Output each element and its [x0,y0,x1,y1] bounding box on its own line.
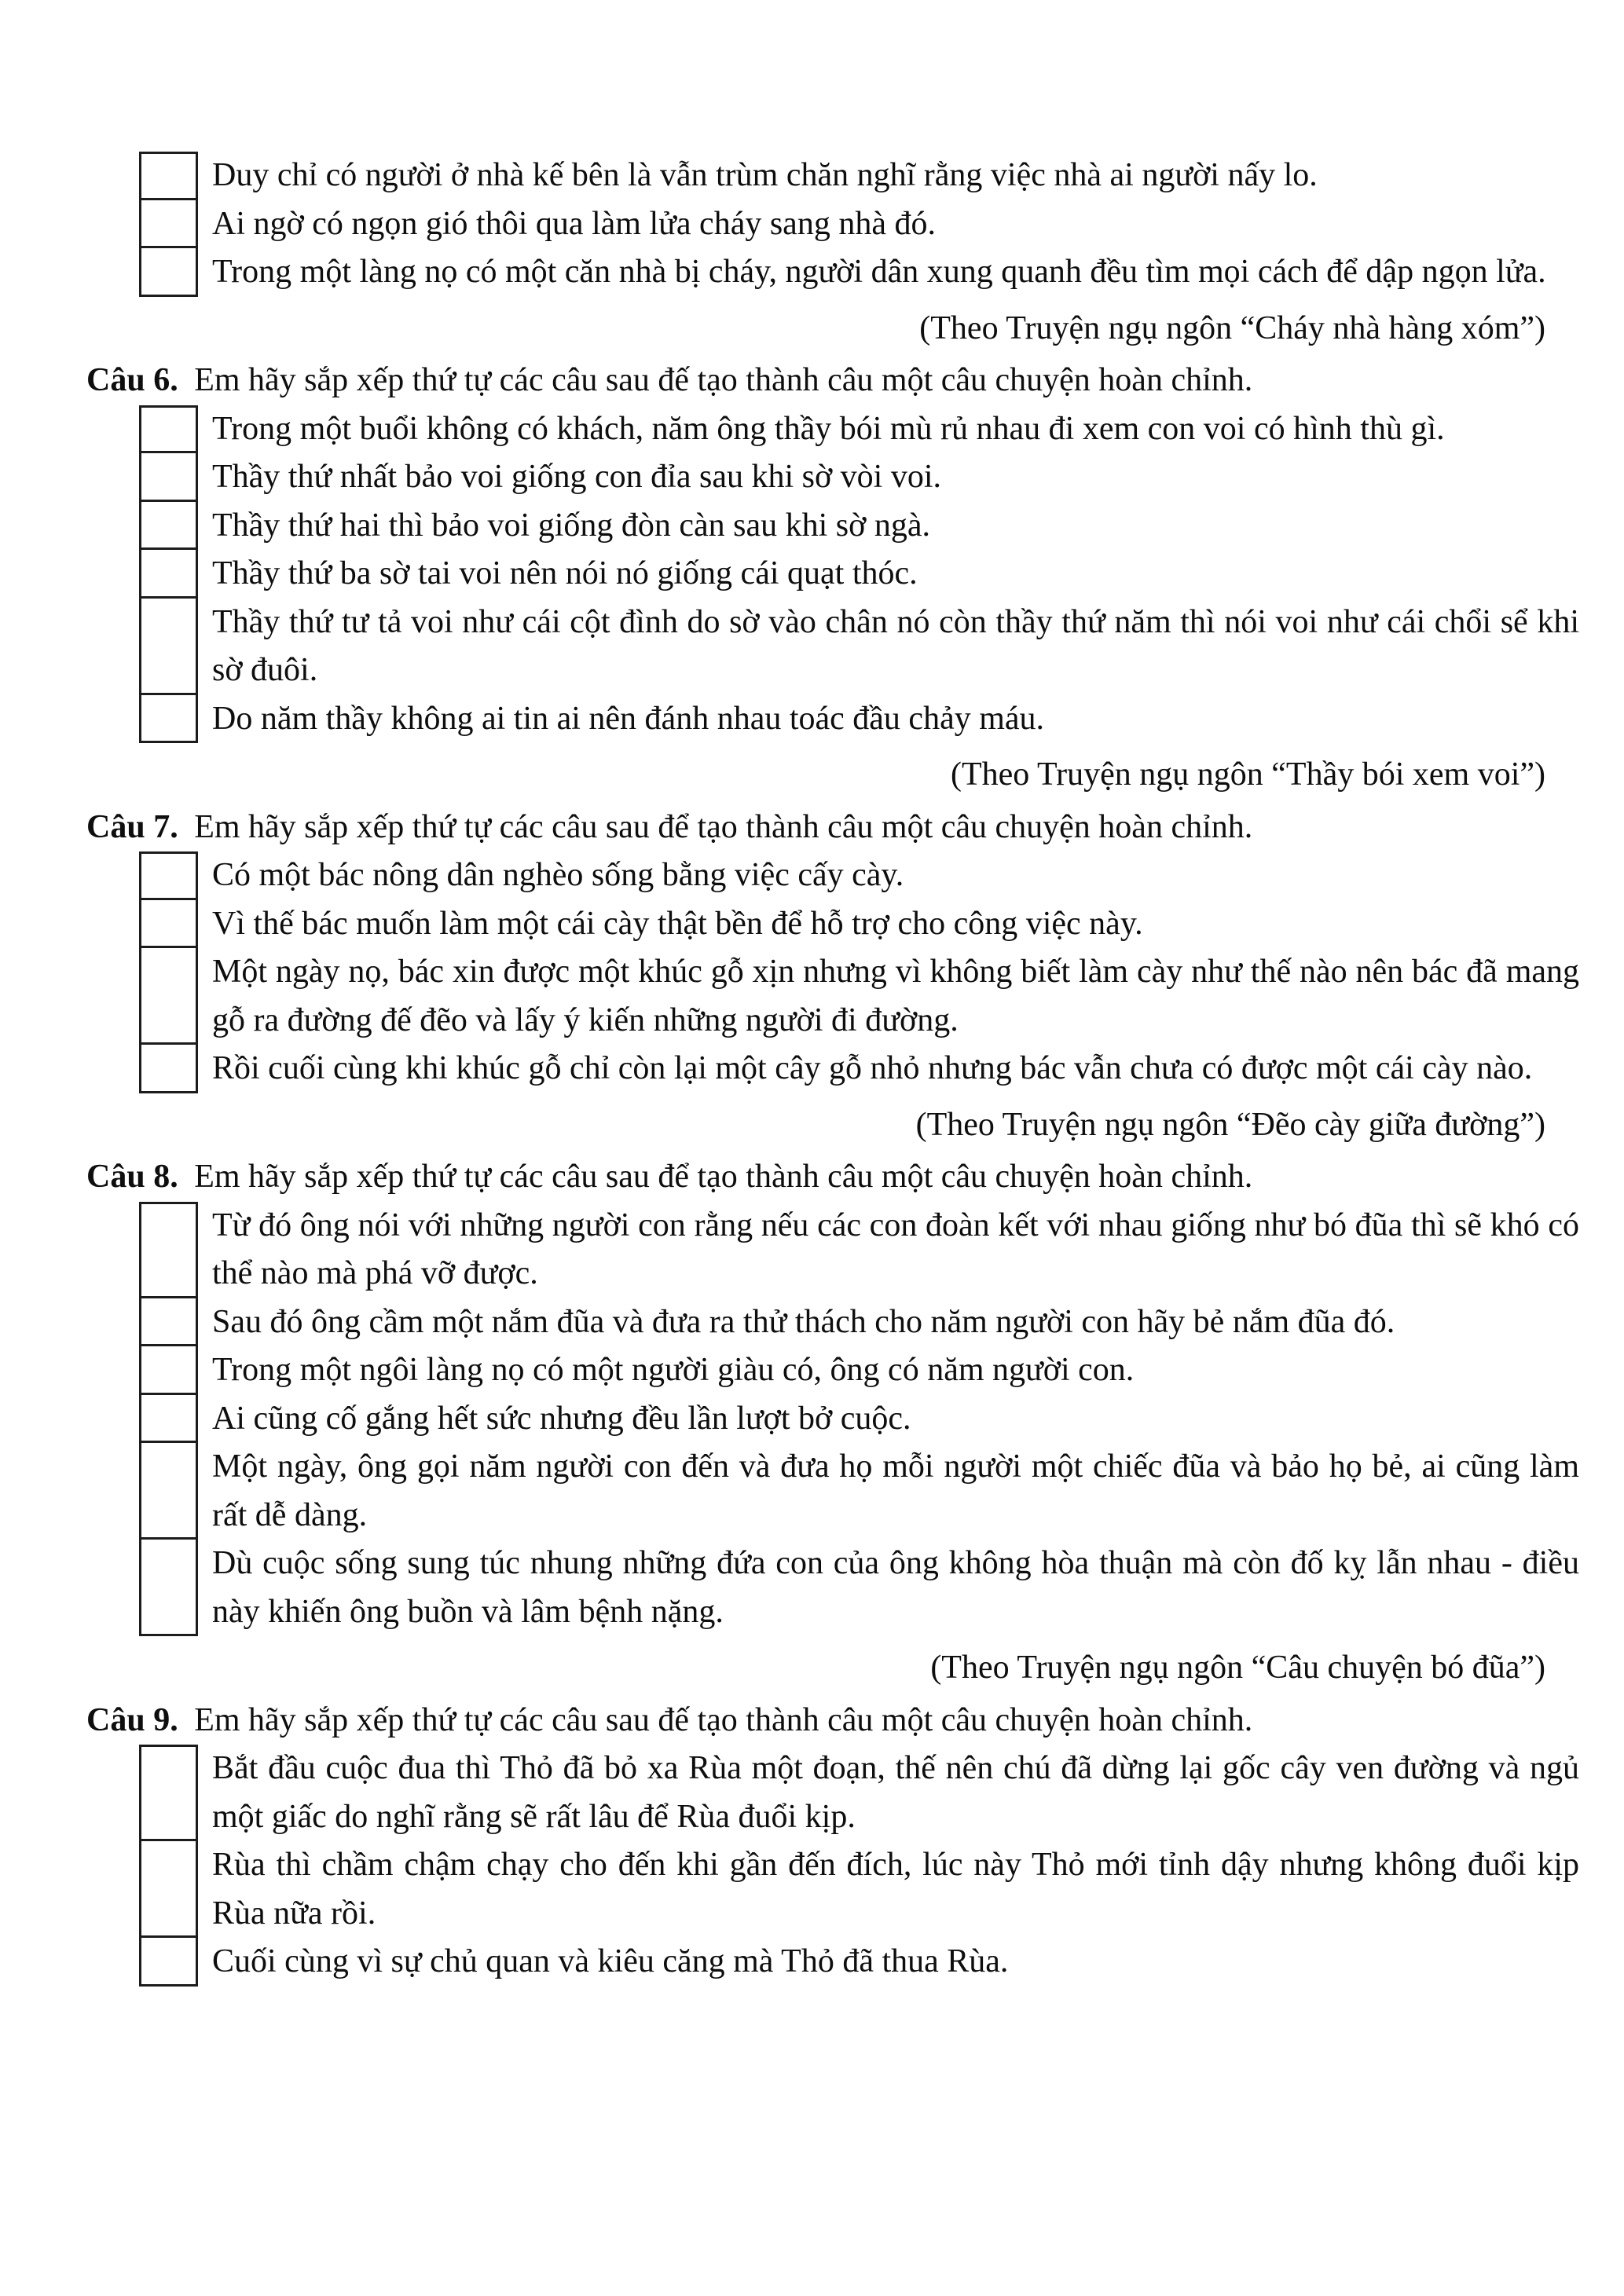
sentence-row [139,1346,1624,1395]
sentence-row [139,502,1624,551]
sentence-group [139,1745,1624,1987]
sentence-text: Trong một buổi không có khách, năm ông thầy bói mù rủ nhau đi xem con voi có hình thù gì. [212,410,1445,447]
sentence-text: Thầy thứ tư tả voi như cái cột đình do sờ vào chân nó còn thầy thứ năm thì nói voi như cái chổi sể khi sờ đuôi. [212,603,1579,688]
sentence-text: Sau đó ông cầm một nắm đũa và đưa ra thử thách cho năm người con hãy bẻ nắm đũa đó. [212,1303,1395,1340]
sentence-text: Bắt đầu cuộc đua thì Thỏ đã bỏ xa Rùa một đoạn, thế nên chú đã dừng lại gốc cây ven đường và ngủ một giấc do nghĩ rằng sẽ rất lâu để Rùa đuổi kịp. [212,1750,1579,1835]
sentence-text: Thầy thứ nhất bảo voi giống con đỉa sau khi sờ vòi voi. [212,459,942,495]
question-instruction: Em hãy sắp xếp thứ tự các câu sau đế tạo thành câu một câu chuyện hoàn chỉnh. [194,1701,1253,1738]
order-checkbox[interactable] [139,198,198,249]
sentence-text: Duy chỉ có người ở nhà kế bên là vẫn trùm chăn nghĩ rằng việc nhà ai người nấy lo. [212,157,1318,193]
sentence-row [139,1202,1624,1298]
sentence-row [139,248,1624,297]
sentence-text: Từ đó ông nói với những người con rằng nếu các con đoàn kết với nhau giống như bó đũa thì sẽ khó có thể nào mà phá vỡ được. [212,1207,1579,1291]
order-checkbox[interactable] [139,596,198,695]
sentence-row [139,695,1624,744]
order-checkbox[interactable] [139,1745,198,1841]
order-checkbox[interactable] [139,1344,198,1395]
sentence-text: Thầy thứ ba sờ tai voi nên nói nó giống cái quạt thóc. [212,555,918,591]
sentence-text: Trong một làng nọ có một căn nhà bị cháy, người dân xung quanh đều tìm mọi cách để dập ngọn lửa. [212,254,1546,290]
sentence-row [139,1841,1624,1938]
sentence-text: Ai ngờ có ngọn gió thôi qua làm lửa cháy sang nhà đó. [212,205,936,242]
question-instruction: Em hãy sắp xếp thứ tự các câu sau để tạo thành câu một câu chuyện hoàn chỉnh. [194,1159,1253,1195]
sentence-row [139,1395,1624,1444]
order-checkbox[interactable] [139,547,198,599]
sentence-group [139,405,1624,744]
story-attribution: (Theo Truyện ngụ ngôn “Đẽo cày giữa đường”) [915,1106,1545,1143]
story-attribution: (Theo Truyện ngụ ngôn “Câu chuyện bó đũa”) [930,1650,1545,1686]
question-number: Câu 7. [86,808,178,845]
question-number: Câu 8. [86,1159,178,1195]
sentence-group [139,851,1624,1093]
question-heading [86,357,1624,405]
question-number: Câu 6. [86,362,178,398]
sentence-row [139,1443,1624,1540]
sentence-row [139,200,1624,249]
sentence-row [139,1045,1624,1093]
sentence-row [139,550,1624,599]
order-checkbox[interactable] [139,246,198,297]
order-checkbox[interactable] [139,152,198,200]
question-heading [86,1153,1624,1202]
sentence-row [139,405,1624,454]
sentence-row [139,948,1624,1045]
order-checkbox[interactable] [139,1202,198,1298]
story-attribution: (Theo Truyện ngụ ngôn “Cháy nhà hàng xóm”) [919,309,1545,346]
order-checkbox[interactable] [139,693,198,744]
question-instruction: Em hãy sắp xếp thứ tự các câu sau đế tạo thành câu một câu chuyện hoàn chỉnh. [194,362,1253,398]
sentence-text: Do năm thầy không ai tin ai nên đánh nhau toác đầu chảy máu. [212,700,1045,737]
question-instruction: Em hãy sắp xếp thứ tự các câu sau để tạo thành câu một câu chuyện hoàn chỉnh. [194,808,1253,845]
order-checkbox[interactable] [139,946,198,1045]
sentence-text: Dù cuộc sống sung túc nhung những đứa con của ông không hòa thuận mà còn đố kỵ lẫn nhau - điều này khiến ông buồn và lâm bệnh nặng. [212,1545,1579,1630]
sentence-text: Một ngày nọ, bác xin được một khúc gỗ xịn nhưng vì không biết làm cày như thế nào nên bác đã mang gỗ ra đường đế đẽo và lấy ý kiến những người đi đường. [212,954,1579,1038]
order-checkbox[interactable] [139,898,198,949]
story-attribution: (Theo Truyện ngụ ngôn “Thầy bói xem voi”) [950,756,1545,793]
order-checkbox[interactable] [139,1393,198,1444]
sentence-row [139,1298,1624,1347]
question-number: Câu 9. [86,1701,178,1738]
sentence-text: Trong một ngôi làng nọ có một người giàu có, ông có năm người con. [212,1352,1135,1388]
order-checkbox[interactable] [139,851,198,900]
question-heading [86,1697,1624,1745]
sentence-text: Thầy thứ hai thì bảo voi giống đòn càn sau khi sờ ngà. [212,507,930,544]
sentence-text: Rồi cuối cùng khi khúc gỗ chỉ còn lại một cây gỗ nhỏ nhưng bác vẫn chưa có được một cái cày nào. [212,1050,1533,1086]
order-checkbox[interactable] [139,500,198,551]
order-checkbox[interactable] [139,1935,198,1987]
sentence-row [139,599,1624,695]
sentence-group [139,152,1624,297]
sentence-text: Một ngày, ông gọi năm người con đến và đưa họ mỗi người một chiếc đũa và bảo họ bẻ, ai cũng làm rất dễ dàng. [212,1448,1579,1533]
sentence-row [139,1540,1624,1636]
sentence-row [139,1938,1624,1987]
order-checkbox[interactable] [139,405,198,454]
order-checkbox[interactable] [139,1537,198,1636]
order-checkbox[interactable] [139,451,198,502]
order-checkbox[interactable] [139,1441,198,1540]
sentence-text: Có một bác nông dân nghèo sống bằng việc cấy cày. [212,857,904,893]
sentence-group [139,1202,1624,1637]
sentence-row [139,152,1624,200]
sentence-text: Rùa thì chầm chậm chạy cho đến khi gần đến đích, lúc này Thỏ mới tỉnh dậy nhưng không đuổi kịp Rùa nữa rồi. [212,1847,1579,1932]
sentence-row [139,1745,1624,1841]
order-checkbox[interactable] [139,1296,198,1347]
sentence-text: Ai cũng cố gắng hết sức nhưng đều lần lượt bở cuộc. [212,1400,911,1437]
sentence-text: Vì thế bác muốn làm một cái cày thật bền để hỗ trợ cho công việc này. [212,905,1143,942]
order-checkbox[interactable] [139,1839,198,1938]
sentence-row [139,851,1624,900]
sentence-row [139,453,1624,502]
question-heading [86,804,1624,852]
sentence-row [139,900,1624,949]
order-checkbox[interactable] [139,1042,198,1093]
sentence-text: Cuối cùng vì sự chủ quan và kiêu căng mà Thỏ đã thua Rùa. [212,1943,1009,1979]
